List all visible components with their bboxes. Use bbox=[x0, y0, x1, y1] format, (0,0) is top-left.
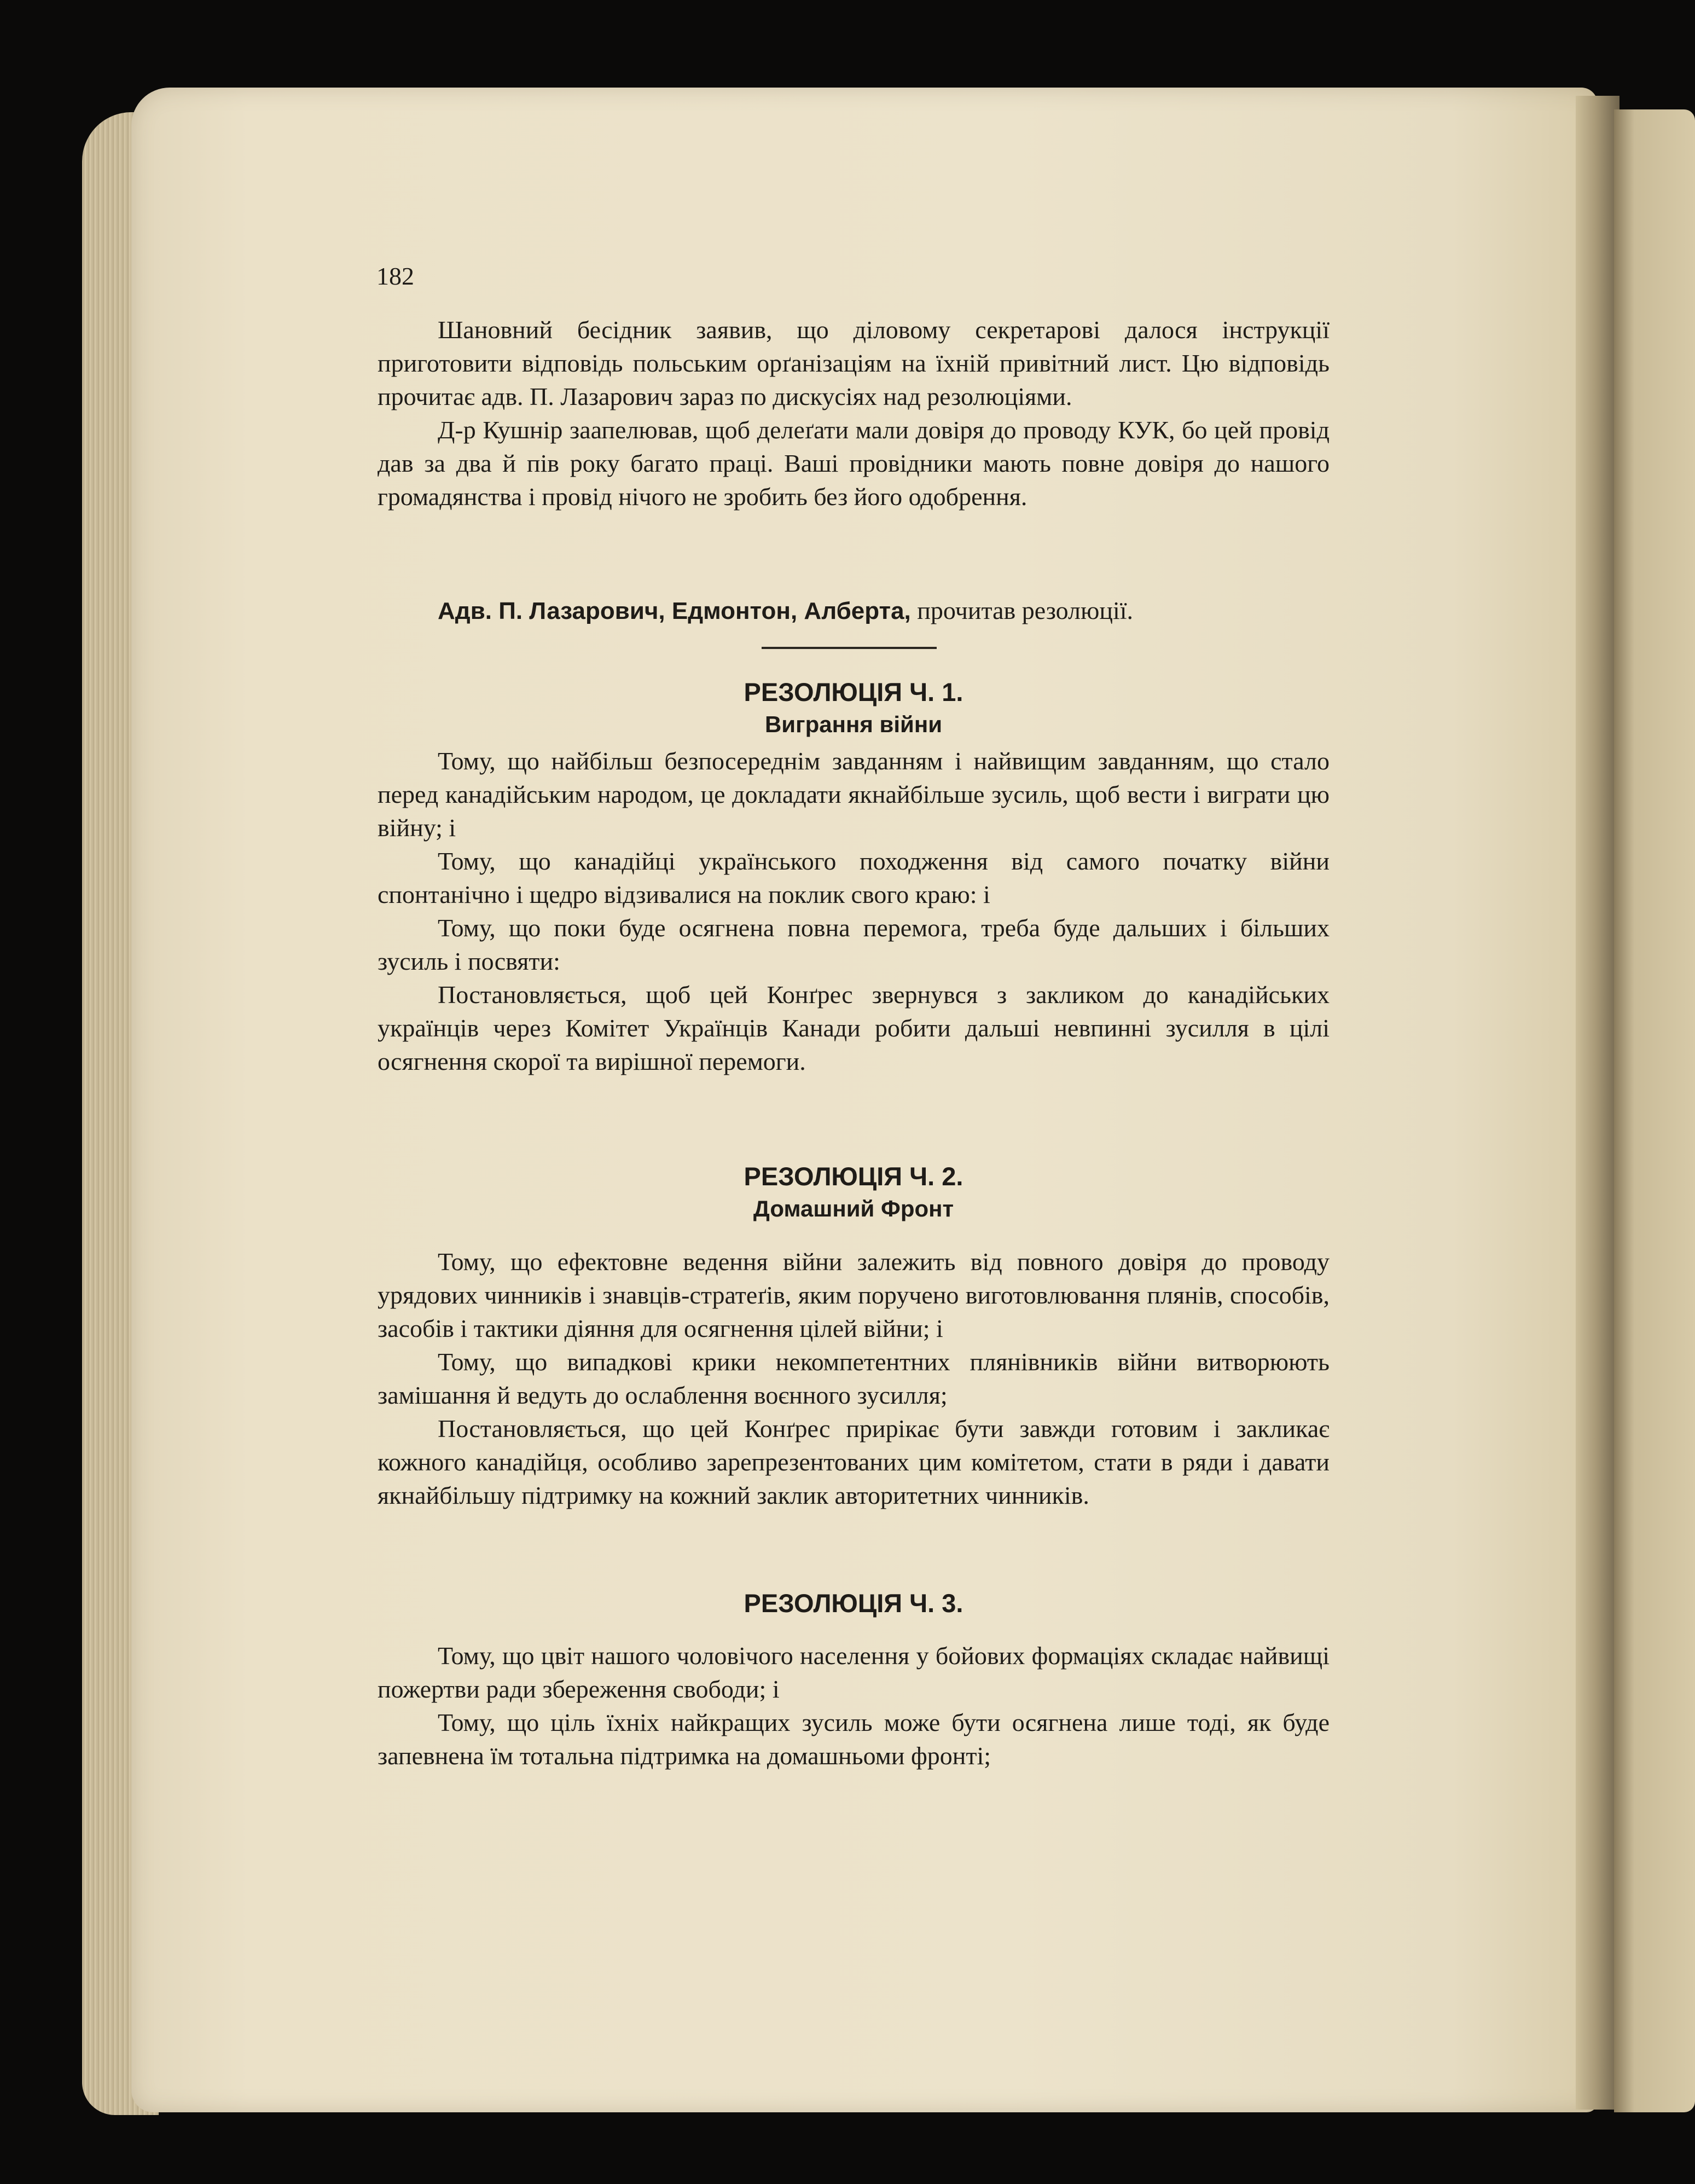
resolution-subtitle: Домашний Фронт bbox=[753, 1196, 954, 1221]
paragraph: Тому, що ефектовне ведення війни залежить від повного довіря до проводу урядових чинників і знавців-стратеґів, яким поручено виготовлювання плянів, способів, засобів і тактики діяння для осягнення цілей війни; і bbox=[378, 1248, 1330, 1342]
resolution-2-heading bbox=[378, 1160, 1330, 1225]
paragraph: Постановляється, щоб цей Конґрес звернувся з закликом до канадійських українців через Комітет Українців Канади робити дальші невпинні зусилля в цілі осягнення скорої та вирішної перемоги. bbox=[378, 981, 1330, 1075]
resolution-title: РЕЗОЛЮЦІЯ Ч. 1. bbox=[744, 677, 963, 706]
resolution-title: РЕЗОЛЮЦІЯ Ч. 3. bbox=[744, 1589, 963, 1618]
speaker-action: прочитав резолюції. bbox=[917, 596, 1134, 624]
book-gutter bbox=[1576, 96, 1619, 2110]
paragraph: Тому, що цвіт нашого чоловічого населення у бойових формаціях складає найвищі пожертви ради збереження свободи; і bbox=[378, 1642, 1330, 1703]
paragraph: Тому, що поки буде осягнена повна перемога, треба буде дальших і більших зусиль і посвяти: bbox=[378, 914, 1330, 975]
resolution-2-body bbox=[378, 1245, 1330, 1512]
paragraph: Тому, що канадійці українського походження від самого початку війни спонтанічно і щедро відзивалися на поклик свого краю: і bbox=[378, 847, 1330, 908]
paragraph: Постановляється, що цей Конґрес прирікає бути завжди готовим і закликає кожного канадійця, особливо зарепрезентованих цим комітетом, стати в ряди і давати якнайбільшу підтримку на кожний заклик авторитетних чинників. bbox=[378, 1415, 1330, 1509]
intro-text bbox=[378, 313, 1330, 513]
speaker-name: Адв. П. Лазарович, Едмонтон, Алберта, bbox=[438, 598, 911, 624]
resolution-subtitle: Виграння війни bbox=[764, 711, 943, 737]
resolution-1-body bbox=[378, 744, 1330, 1078]
page-number: 182 bbox=[376, 262, 414, 290]
facing-page-edge bbox=[1614, 109, 1695, 2112]
section-divider bbox=[762, 647, 937, 649]
paragraph: Тому, що найбільш безпосереднім завданням і найвищим завданням, що стало перед канадійським народом, це докладати якнайбільше зусиль, щоб вести і виграти цю війну; і bbox=[378, 747, 1330, 842]
paragraph: Тому, що ціль їхніх найкращих зусиль може бути осягнена лише тоді, як буде запевнена їм тотальна підтримка на домашньоми фронті; bbox=[378, 1708, 1330, 1770]
speaker-line bbox=[438, 594, 1335, 628]
resolution-3-body bbox=[378, 1639, 1330, 1772]
paragraph: Д-р Кушнір заапелював, щоб делеґати мали довіря до проводу КУК, бо цей провід дав за два й пів року багато праці. Ваші провідники мають повне довіря до нашого громадянства і провід нічого не зробить без його одобрення. bbox=[378, 416, 1330, 511]
resolution-title: РЕЗОЛЮЦІЯ Ч. 2. bbox=[744, 1162, 963, 1191]
resolution-3-heading bbox=[378, 1587, 1330, 1620]
paragraph: Тому, що випадкові крики некомпетентних плянівників війни витворюють замішання й ведуть до ослаблення воєнного зусилля; bbox=[378, 1348, 1330, 1409]
paragraph: Шановний бесідник заявив, що діловому секретарові далося інструкції приготовити відповідь польським орґанізаціям на їхній привітний лист. Цю відповідь прочитає адв. П. Лазарович зараз по дискусіях над резолюціями. bbox=[378, 316, 1330, 410]
resolution-1-heading bbox=[378, 676, 1330, 740]
